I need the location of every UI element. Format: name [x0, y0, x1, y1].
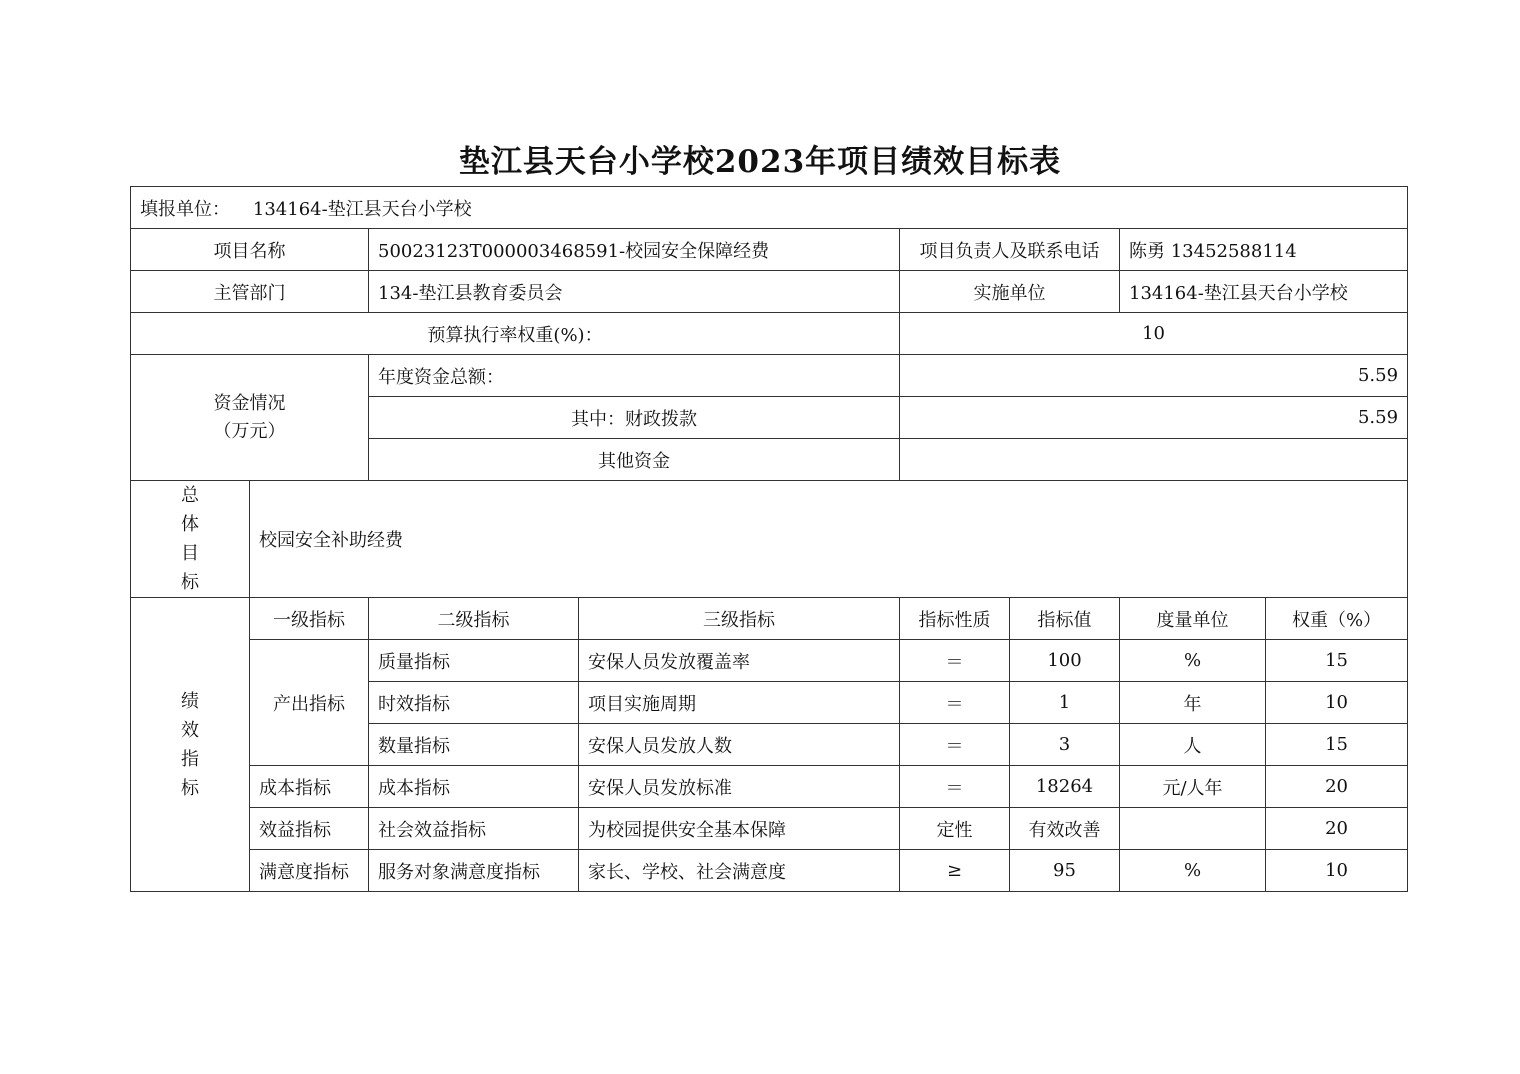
header-level2: 二级指标 — [369, 598, 579, 640]
funds-other-label: 其他资金 — [369, 439, 900, 481]
level1-cell: 成本指标 — [250, 766, 369, 808]
fill-unit-row — [131, 187, 1408, 229]
goal-row — [131, 481, 1408, 598]
dept-row — [131, 271, 1408, 313]
header-level1: 一级指标 — [250, 598, 369, 640]
fill-unit-cell — [131, 187, 1408, 229]
funds-total-value: 5.59 — [900, 355, 1408, 397]
weight-cell: 10 — [1266, 850, 1408, 892]
nature-cell: ＝ — [900, 724, 1010, 766]
nature-cell: ＝ — [900, 766, 1010, 808]
impl-value: 134164-垫江县天台小学校 — [1120, 271, 1408, 313]
level3-cell: 安保人员发放覆盖率 — [579, 640, 900, 682]
weight-cell: 15 — [1266, 724, 1408, 766]
dept-value: 134-垫江县教育委员会 — [369, 271, 900, 313]
project-name-label: 项目名称 — [131, 229, 369, 271]
budget-rate-row — [131, 313, 1408, 355]
header-nature: 指标性质 — [900, 598, 1010, 640]
value-cell: 3 — [1010, 724, 1120, 766]
level3-cell: 为校园提供安全基本保障 — [579, 808, 900, 850]
nature-cell: ＝ — [900, 682, 1010, 724]
performance-target-table — [130, 186, 1408, 892]
funds-label-line2: （万元） — [213, 420, 286, 442]
indicator-label-char: 效 — [181, 719, 199, 741]
funds-label-line1: 资金情况 — [213, 392, 286, 414]
level2-cell: 质量指标 — [369, 640, 579, 682]
weight-cell: 10 — [1266, 682, 1408, 724]
unit-cell — [1120, 808, 1266, 850]
level3-cell: 家长、学校、社会满意度 — [579, 850, 900, 892]
nature-cell: 定性 — [900, 808, 1010, 850]
level2-cell: 服务对象满意度指标 — [369, 850, 579, 892]
goal-label-char: 目 — [181, 543, 199, 564]
funds-fiscal-label: 其中：财政拨款 — [369, 397, 900, 439]
unit-cell: 元/人年 — [1120, 766, 1266, 808]
nature-cell: ≥ — [900, 850, 1010, 892]
table-row — [131, 640, 1408, 682]
fill-unit-label: 填报单位： — [140, 198, 230, 220]
weight-cell: 20 — [1266, 766, 1408, 808]
funds-total-row — [131, 355, 1408, 397]
level2-cell: 成本指标 — [369, 766, 579, 808]
contact-label: 项目负责人及联系电话 — [900, 229, 1120, 271]
table-row — [131, 808, 1408, 850]
page-title: 垫江县天台小学校2023年项目绩效目标表 — [458, 144, 1062, 180]
value-cell: 95 — [1010, 850, 1120, 892]
weight-cell: 20 — [1266, 808, 1408, 850]
level3-cell: 项目实施周期 — [579, 682, 900, 724]
indicator-header-row — [131, 598, 1408, 640]
goal-label-char: 体 — [181, 514, 199, 535]
header-weight: 权重（%） — [1266, 598, 1408, 640]
indicator-label — [131, 598, 250, 892]
indicator-label-char: 标 — [181, 777, 199, 799]
level3-cell: 安保人员发放人数 — [579, 724, 900, 766]
nature-cell: ＝ — [900, 640, 1010, 682]
funds-other-value — [900, 439, 1408, 481]
header-value: 指标值 — [1010, 598, 1120, 640]
level2-cell: 时效指标 — [369, 682, 579, 724]
budget-rate-value: 10 — [900, 313, 1408, 355]
table-row — [131, 850, 1408, 892]
level3-cell: 安保人员发放标准 — [579, 766, 900, 808]
funds-total-label: 年度资金总额： — [369, 355, 900, 397]
value-cell: 1 — [1010, 682, 1120, 724]
header-unit: 度量单位 — [1120, 598, 1266, 640]
funds-label — [131, 355, 369, 481]
level2-cell: 社会效益指标 — [369, 808, 579, 850]
unit-cell: 年 — [1120, 682, 1266, 724]
level2-cell: 数量指标 — [369, 724, 579, 766]
impl-label: 实施单位 — [900, 271, 1120, 313]
goal-label-char: 总 — [181, 485, 199, 506]
goal-label-char: 标 — [181, 572, 199, 593]
project-name-value: 50023123T000003468591-校园安全保障经费 — [369, 229, 900, 271]
output-indicator-label: 产出指标 — [250, 640, 369, 766]
value-cell: 18264 — [1010, 766, 1120, 808]
level1-cell: 满意度指标 — [250, 850, 369, 892]
header-level3: 三级指标 — [579, 598, 900, 640]
dept-label: 主管部门 — [131, 271, 369, 313]
value-cell: 有效改善 — [1010, 808, 1120, 850]
budget-rate-label: 预算执行率权重(%)： — [131, 313, 900, 355]
fill-unit-value: 134164-垫江县天台小学校 — [252, 198, 472, 220]
indicator-label-char: 指 — [181, 748, 199, 770]
weight-cell: 15 — [1266, 640, 1408, 682]
goal-text: 校园安全补助经费 — [250, 481, 1408, 598]
goal-label — [131, 481, 250, 598]
unit-cell: 人 — [1120, 724, 1266, 766]
indicator-label-char: 绩 — [181, 690, 199, 712]
value-cell: 100 — [1010, 640, 1120, 682]
contact-value: 陈勇 13452588114 — [1120, 229, 1408, 271]
unit-cell: % — [1120, 850, 1266, 892]
project-name-row — [131, 229, 1408, 271]
funds-fiscal-value: 5.59 — [900, 397, 1408, 439]
unit-cell: % — [1120, 640, 1266, 682]
table-row — [131, 766, 1408, 808]
level1-cell: 效益指标 — [250, 808, 369, 850]
